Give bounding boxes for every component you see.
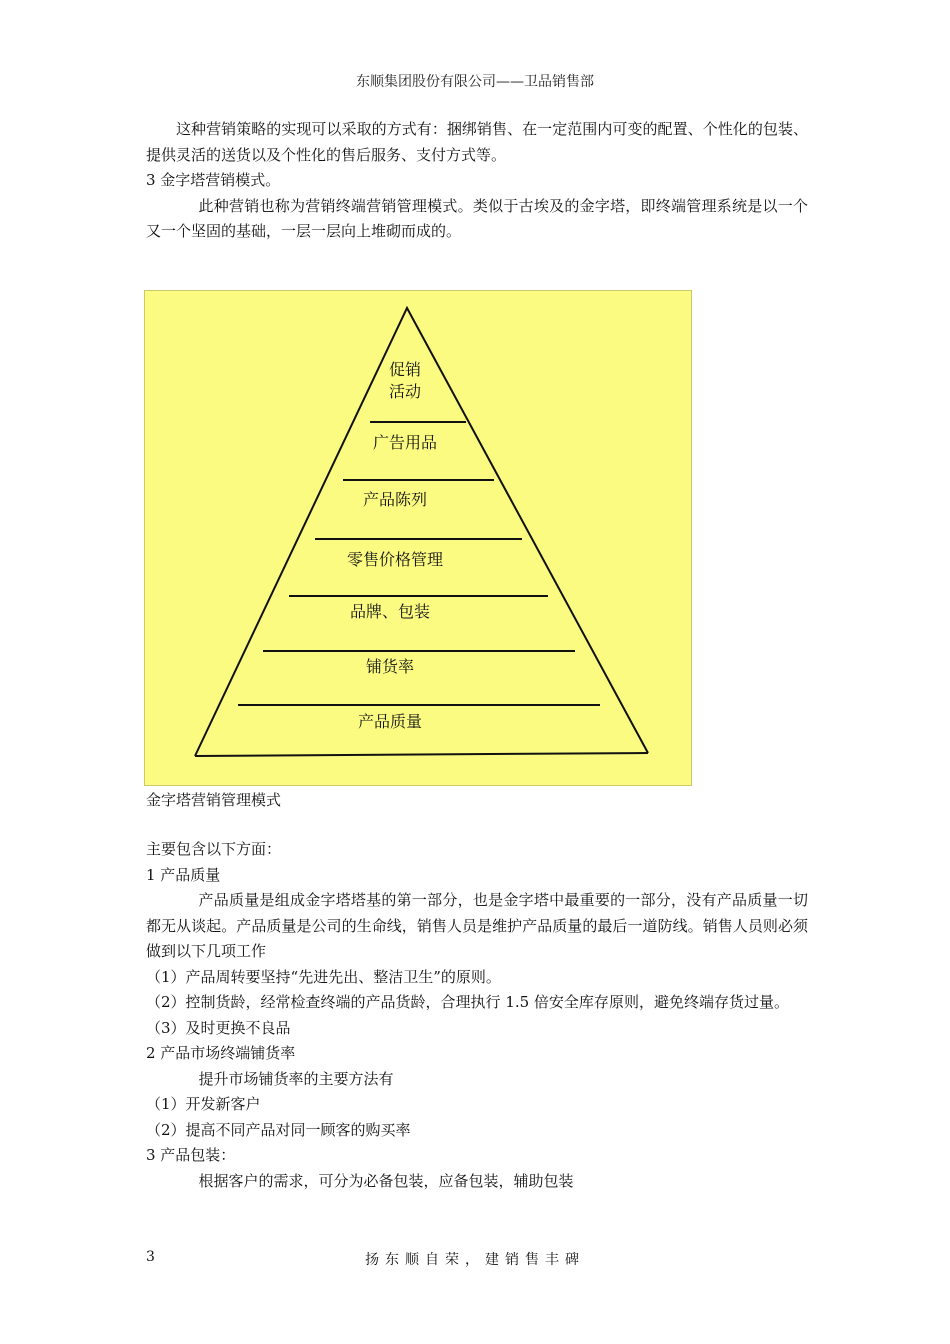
section-1-item-3: （3）及时更换不良品 (146, 1018, 291, 1037)
section-2-item-1: （1）开发新客户 (146, 1095, 261, 1113)
section-2-title: 2 产品市场终端铺货率 (146, 1044, 296, 1062)
section-1-item-1: （1）产品周转要坚持“先进先出、整洁卫生”的原则。 (146, 967, 501, 986)
pyramid-layer-retail-price: 零售价格管理 (346, 550, 443, 569)
pyramid-layer-display: 产品陈列 (362, 490, 427, 509)
pyramid-layer-promotion: 促销 活动 (388, 360, 421, 401)
section-1-title: 1 产品质量 (146, 865, 221, 884)
pyramid-base (195, 753, 648, 756)
pyramid-layer-distribution: 铺货率 (365, 657, 414, 676)
page-number: 3 (146, 1249, 155, 1265)
section-heading-3: 3 金字塔营销模式。 (146, 171, 281, 189)
main-section (146, 837, 808, 1194)
pyramid-layer-advertising: 广告用品 (372, 433, 437, 452)
section-3-title: 3 产品包装： (146, 1146, 236, 1164)
figure-caption: 金字塔营销管理模式 (146, 791, 282, 809)
section-2-item-2: （2）提高不同产品对同一顾客的购买率 (146, 1120, 411, 1139)
footer-motto: 扬东顺自荣，建销售丰碑 (365, 1252, 585, 1268)
page-header: 东顺集团股份有限公司——卫品销售部 (356, 74, 594, 90)
pyramid-layer-brand-packaging: 品牌、包装 (349, 602, 430, 621)
section-1-paragraph: 产品质量是组成金字塔塔基的第一部分，也是金字塔中最重要的一部分，没有产品质量一切都无从谈起。产品质量是公司的生命线，销售人员是维护产品质量的最后一道防线。销售人员则必须做到以下几项工作 (146, 891, 808, 960)
lead-text: 主要包含以下方面： (146, 840, 282, 858)
section-3-paragraph: 根据客户的需求，可分为必备包装，应备包装，辅助包装 (198, 1171, 574, 1190)
intro-paragraph-1: 这种营销策略的实现可以采取的方式有：捆绑销售、在一定范围内可变的配置、个性化的包装、提供灵活的送货以及个性化的售后服务、支付方式等。 (146, 120, 808, 164)
pyramid-layer-quality: 产品质量 (357, 712, 422, 731)
section-2-paragraph: 提升市场铺货率的主要方法有 (198, 1069, 394, 1088)
intro-section (146, 117, 808, 245)
section-1-item-2: （2）控制货龄，经常检查终端的产品货龄，合理执行 1.5 倍安全库存原则，避免终端存货过量。 (146, 993, 789, 1011)
pyramid-diagram (144, 290, 692, 786)
intro-paragraph-2: 此种营销也称为营销终端营销管理模式。类似于古埃及的金字塔，即终端管理系统是以一个又一个坚固的基础，一层一层向上堆砌而成的。 (146, 196, 808, 240)
